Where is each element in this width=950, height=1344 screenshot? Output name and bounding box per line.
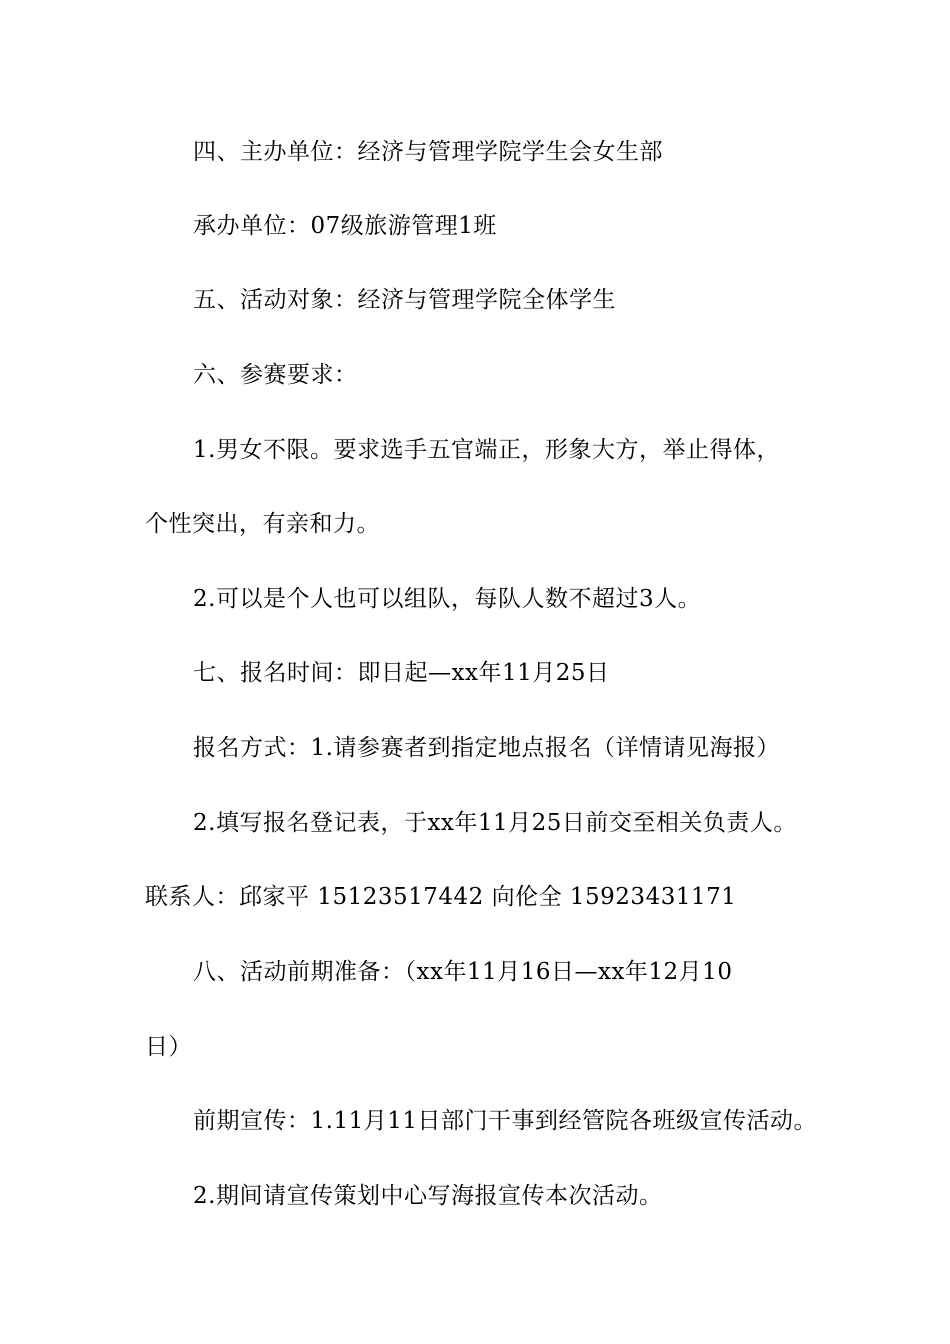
- co-organizer: 承办单位：07级旅游管理1班: [193, 213, 497, 239]
- registration-method-1: 报名方式：1.请参赛者到指定地点报名（详情请见海报）: [193, 735, 780, 761]
- section-registration-time: 七、报名时间：即日起—xx年11月25日: [193, 660, 610, 686]
- section-requirements: 六、参赛要求：: [193, 362, 358, 388]
- contact-persons: 联系人：邱家平 15123517442 向伦全 15923431171: [145, 884, 737, 910]
- registration-method-2: 2.填写报名登记表，于xx年11月25日前交至相关负责人。: [193, 810, 797, 836]
- section-preparation: 八、活动前期准备：（xx年11月16日—xx年12月10: [193, 959, 733, 985]
- publicity-2: 2.期间请宣传策划中心写海报宣传本次活动。: [193, 1183, 663, 1209]
- requirement-2: 2.可以是个人也可以组队，每队人数不超过3人。: [193, 586, 702, 612]
- section-preparation-continued: 日）: [145, 1034, 192, 1060]
- section-organizer: 四、主办单位：经济与管理学院学生会女生部: [193, 139, 663, 165]
- requirement-1: 1.男女不限。要求选手五官端正，形象大方，举止得体，: [193, 437, 780, 463]
- requirement-1-continued: 个性突出，有亲和力。: [145, 511, 380, 537]
- section-participants: 五、活动对象：经济与管理学院全体学生: [193, 287, 616, 313]
- publicity-1: 前期宣传：1.11月11日部门干事到经管院各班级宣传活动。: [193, 1108, 817, 1134]
